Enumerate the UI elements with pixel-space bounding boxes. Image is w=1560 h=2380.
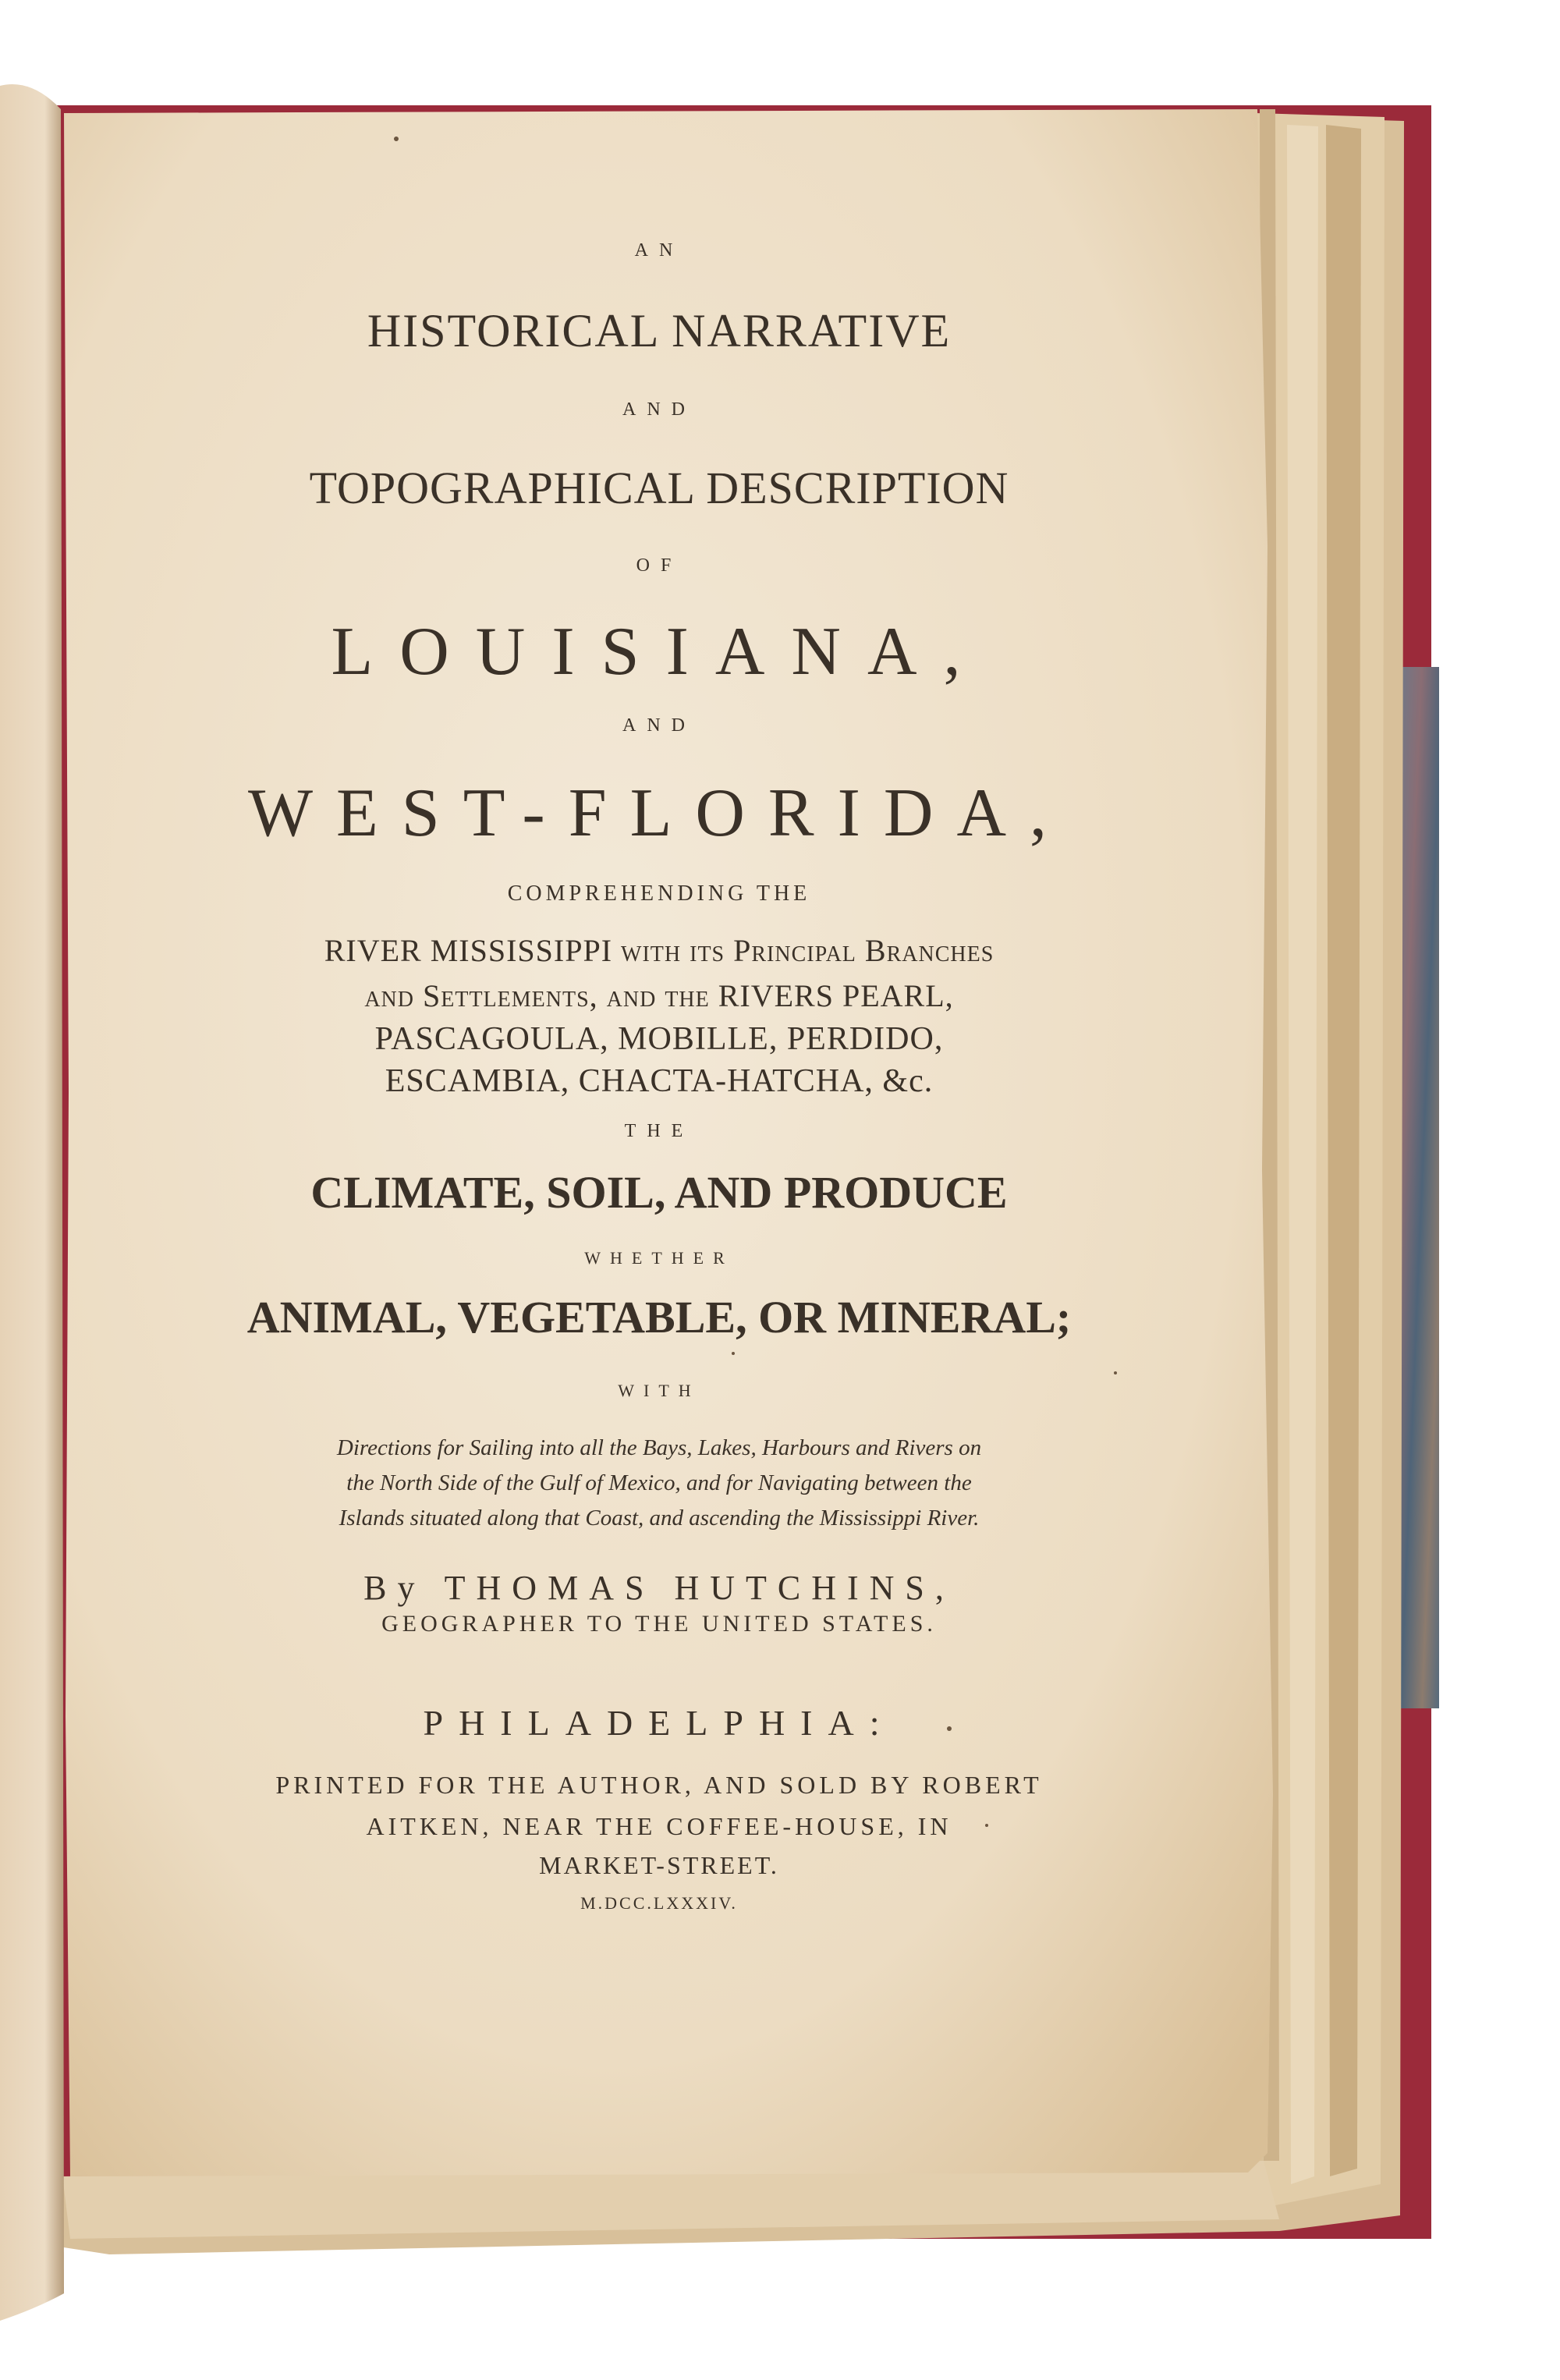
title-word-with: WITH: [618, 1381, 700, 1400]
title-line-animal: ANIMAL, VEGETABLE, OR MINERAL;: [246, 1292, 1072, 1343]
title-directions-line-1: Directions for Sailing into all the Bays, Lakes, Harbours and Rivers on: [336, 1435, 982, 1460]
title-imprint-line-2: AITKEN, NEAR THE COFFEE-HOUSE, IN: [366, 1812, 952, 1840]
left-page: [0, 84, 64, 2321]
title-directions-line-3: Islands situated along that Coast, and ascending the Mississippi River.: [339, 1506, 980, 1531]
title-line-topographical: TOPOGRAPHICAL DESCRIPTION: [309, 463, 1009, 513]
title-directions-line-2: the North Side of the Gulf of Mexico, and for Navigating between the: [346, 1470, 972, 1495]
title-word-of: OF: [636, 555, 682, 576]
title-word-and-2: AND: [622, 715, 696, 736]
title-line-climate: CLIMATE, SOIL, AND PRODUCE: [310, 1167, 1008, 1218]
title-word-an: AN: [634, 240, 684, 261]
title-place: PHILADELPHIA:: [423, 1703, 895, 1743]
title-line-historical: HISTORICAL NARRATIVE: [367, 305, 952, 356]
title-imprint-line-1: PRINTED FOR THE AUTHOR, AND SOLD BY ROBERT: [275, 1771, 1043, 1799]
title-comprehending: COMPREHENDING THE: [507, 881, 811, 906]
title-author: By THOMAS HUTCHINS,: [363, 1569, 955, 1607]
title-word-and-1: AND: [622, 399, 696, 420]
title-imprint-line-3: MARKET-STREET.: [539, 1851, 779, 1879]
title-word-the: THE: [624, 1121, 694, 1141]
title-word-whether: WHETHER: [584, 1248, 734, 1268]
title-rivers-line-2: and Settlements, and the RIVERS PEARL,: [364, 978, 954, 1013]
title-rivers-line-4: ESCAMBIA, CHACTA-HATCHA, &c.: [385, 1063, 934, 1099]
title-date: M.DCC.LXXXIV.: [580, 1893, 738, 1913]
title-line-louisiana: LOUISIANA,: [331, 614, 987, 690]
title-author-title: GEOGRAPHER TO THE UNITED STATES.: [381, 1611, 937, 1637]
title-rivers-line-1: RIVER MISSISSIPPI with its Principal Branches: [324, 933, 994, 968]
title-line-west-florida: WEST-FLORIDA,: [247, 775, 1071, 851]
title-rivers-line-3: PASCAGOULA, MOBILLE, PERDIDO,: [374, 1021, 944, 1057]
